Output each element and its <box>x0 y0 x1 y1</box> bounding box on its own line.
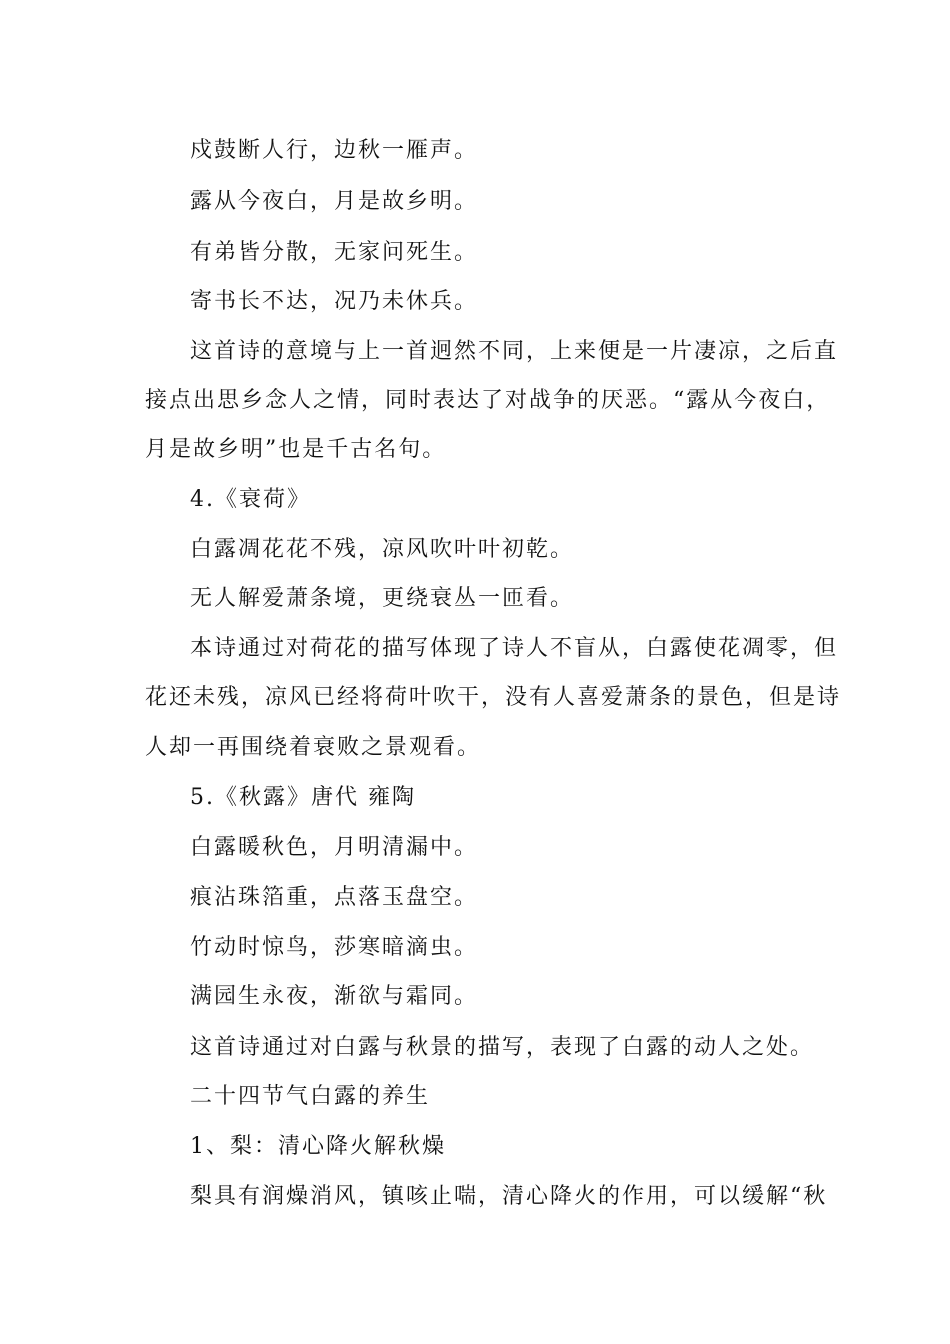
paragraph-line: 这首诗的意境与上一首迥然不同，上来便是一片凄凉，之后直 <box>190 339 839 364</box>
poem-line: 满园生永夜，渐欲与霜同。 <box>190 984 479 1009</box>
paragraph-line: 本诗通过对荷花的描写体现了诗人不盲从，白露使花凋零，但 <box>190 636 839 661</box>
subsection-heading: 1、梨：清心降火解秋燥 <box>190 1134 446 1159</box>
poem-line: 白露暖秋色，月明清漏中。 <box>190 835 479 860</box>
poem-line: 寄书长不达，况乃未休兵。 <box>190 289 479 314</box>
poem-line: 竹动时惊鸟，莎寒暗滴虫。 <box>190 935 479 960</box>
paragraph-line: 花还未残，凉风已经将荷叶吹干，没有人喜爱萧条的景色，但是诗 <box>145 685 842 710</box>
paragraph-line: 接点出思乡念人之情，同时表达了对战争的厌恶。“露从今夜白， <box>145 388 831 413</box>
paragraph-line: 人却一再围绕着衰败之景观看。 <box>145 735 482 760</box>
poem-line: 白露凋花花不残，凉风吹叶叶初乾。 <box>190 537 575 562</box>
paragraph-line: 月是故乡明”也是千古名句。 <box>145 437 447 462</box>
poem-line: 有弟皆分散，无家问死生。 <box>190 240 479 265</box>
poem-line: 痕沾珠箔重，点落玉盘空。 <box>190 885 479 910</box>
section-heading: 4.《衰荷》 <box>190 487 311 512</box>
paragraph-line: 梨具有润燥消风，镇咳止喘，清心降火的作用，可以缓解“秋 <box>190 1184 828 1209</box>
section-heading: 5.《秋露》唐代 雍陶 <box>190 785 416 810</box>
poem-line: 无人解爱萧条境，更绕衰丛一匝看。 <box>190 586 575 611</box>
poem-line: 戍鼓断人行，边秋一雁声。 <box>190 138 479 163</box>
poem-line: 露从今夜白，月是故乡明。 <box>190 189 479 214</box>
paragraph-line: 这首诗通过对白露与秋景的描写，表现了白露的动人之处。 <box>190 1035 815 1060</box>
section-heading: 二十四节气白露的养生 <box>190 1084 431 1109</box>
